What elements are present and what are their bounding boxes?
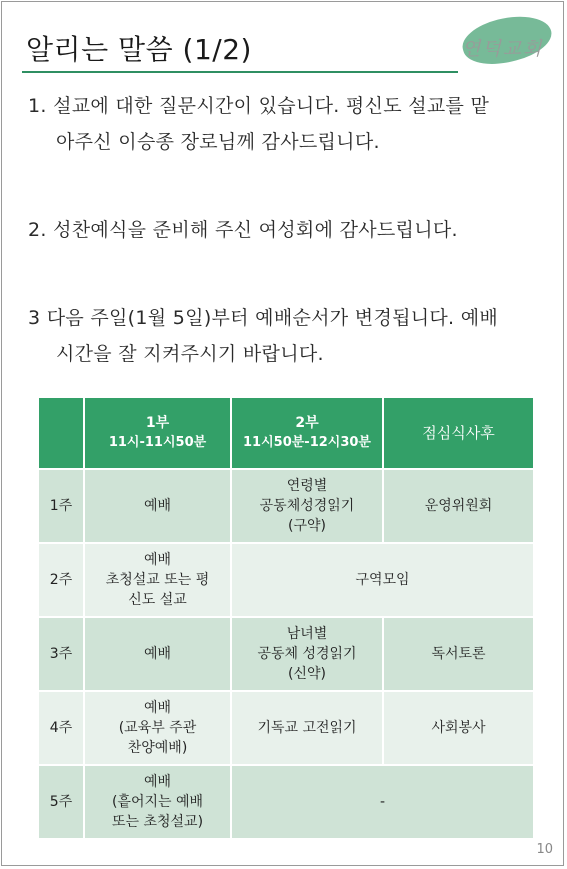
week-cell: 2주: [38, 543, 84, 617]
notice-1: [28, 88, 489, 160]
header-after-lunch: 점심식사후: [383, 397, 534, 469]
service-2-cell: 남녀별 공동체 성경읽기 (신약): [231, 617, 383, 691]
worship-schedule-table: [37, 396, 535, 840]
service-2-cell: 기독교 고전읽기: [231, 691, 383, 765]
logo-text: 연덕교회: [462, 38, 544, 60]
week-cell: 4주: [38, 691, 84, 765]
header-week: [38, 397, 84, 469]
notice-line: 시간을 잘 지켜주시기 바랍니다.: [56, 343, 324, 365]
table-row: [38, 543, 534, 617]
service-2-cell: 연령별 공동체성경읽기 (구약): [231, 469, 383, 543]
table-row: [38, 691, 534, 765]
service-1-cell: 예배 (흩어지는 예배 또는 초청설교): [84, 765, 231, 839]
service-1-cell: 예배 (교육부 주관 찬양예배): [84, 691, 231, 765]
week-cell: 5주: [38, 765, 84, 839]
notice-2: [28, 212, 458, 248]
service-1-cell: 예배: [84, 469, 231, 543]
after-lunch-cell: 사회봉사: [383, 691, 534, 765]
merged-cell: 구역모임: [231, 543, 534, 617]
header-service-2: 2부 11시50분-12시30분: [231, 397, 383, 469]
title-underline: [22, 71, 458, 73]
service-1-cell: 예배: [84, 617, 231, 691]
page-title: 알리는 말씀 (1/2): [26, 33, 252, 66]
notice-line: 2. 성찬예식을 준비해 주신 여성회에 감사드립니다.: [28, 219, 458, 241]
week-cell: 3주: [38, 617, 84, 691]
table-row: [38, 469, 534, 543]
notice-line: 아주신 이승종 장로님께 감사드립니다.: [56, 131, 380, 153]
notice-3: [28, 300, 498, 372]
table-header-row: [38, 397, 534, 469]
after-lunch-cell: 운영위원회: [383, 469, 534, 543]
page-number: 10: [536, 842, 553, 857]
table-row: [38, 765, 534, 839]
table-row: [38, 617, 534, 691]
service-1-cell: 예배 초청설교 또는 평 신도 설교: [84, 543, 231, 617]
header-service-1: 1부 11시-11시50분: [84, 397, 231, 469]
after-lunch-cell: 독서토론: [383, 617, 534, 691]
notice-line: 1. 설교에 대한 질문시간이 있습니다. 평신도 설교를 맡: [28, 95, 490, 117]
notice-line: 3 다음 주일(1월 5일)부터 예배순서가 변경됩니다. 예배: [28, 307, 499, 329]
merged-cell: -: [231, 765, 534, 839]
church-logo: [452, 12, 552, 72]
week-cell: 1주: [38, 469, 84, 543]
